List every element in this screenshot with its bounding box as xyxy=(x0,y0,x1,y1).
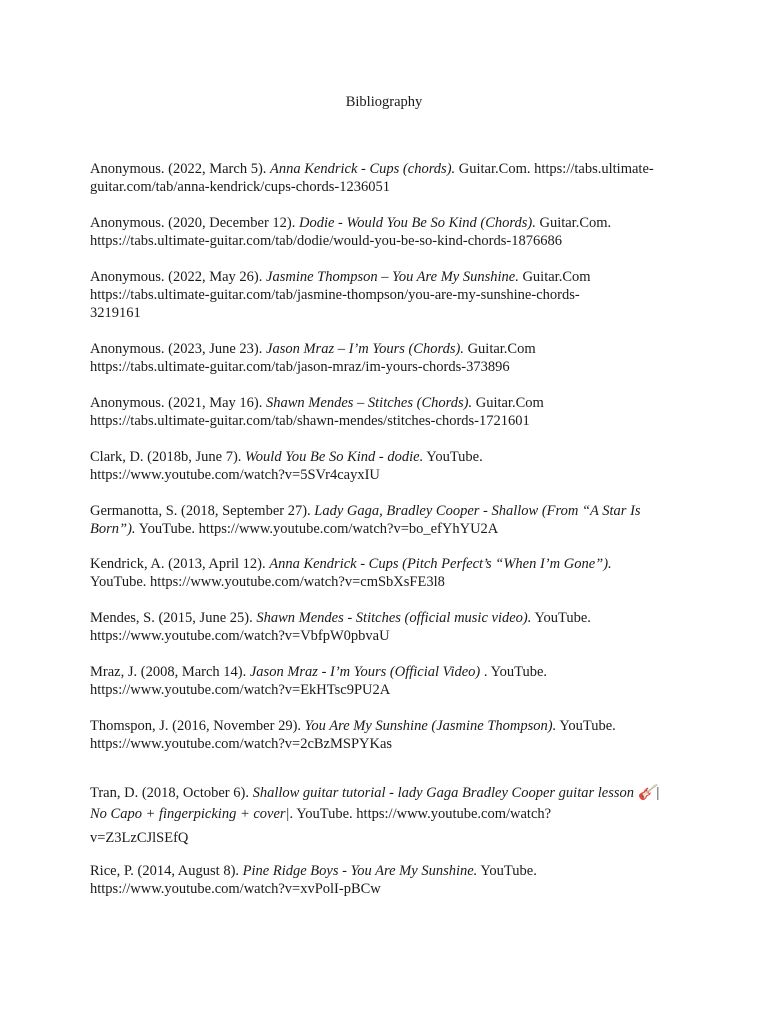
entry-text: https://www.youtube.com/watch?v=EkHTsc9PU2A xyxy=(90,682,391,698)
entry-text: 3219161 xyxy=(90,305,141,321)
entry-title-text: Dodie - Would You Be So Kind (Chords). xyxy=(299,215,536,231)
entry-line xyxy=(90,681,726,699)
entry-text: Mraz, J. (2008, March 14). xyxy=(90,664,250,680)
entry-title-text: Shawn Mendes – Stitches (Chords). xyxy=(266,395,473,411)
page-title: Bibliography xyxy=(345,94,423,110)
entry-text: https://www.youtube.com/watch?v=VbfpW0pbvaU xyxy=(90,628,390,644)
entry-text: YouTube. xyxy=(531,610,591,626)
entry-line xyxy=(90,358,726,376)
entry-title-text: You Are My Sunshine (Jasmine Thompson). xyxy=(304,718,557,734)
entry-title-text: Pine Ridge Boys - You Are My Sunshine. xyxy=(242,863,478,879)
entry-text: Mendes, S. (2015, June 25). xyxy=(90,610,257,626)
bibliography-entry xyxy=(90,862,726,898)
entry-title-text: Anna Kendrick - Cups (chords). xyxy=(270,161,456,177)
entry-text: Thomspon, J. (2016, November 29). xyxy=(90,718,305,734)
entry-line xyxy=(90,268,726,286)
entry-line xyxy=(90,502,726,520)
entry-text: https://tabs.ultimate-guitar.com/tab/jason-mraz/im-yours-chords-373896 xyxy=(90,359,510,375)
entry-line xyxy=(90,160,726,178)
entry-title-text: Jason Mraz - I’m Yours (Official Video) xyxy=(249,664,481,680)
entry-text: Anonymous. (2023, June 23). xyxy=(90,341,267,357)
entry-text: v=Z3LzCJlSEfQ xyxy=(90,830,189,846)
bibliography-entry xyxy=(90,502,726,538)
entry-line xyxy=(90,802,726,826)
entry-text: Guitar.Com xyxy=(518,269,591,285)
entry-text: Guitar.Com. https://tabs.ultimate- xyxy=(455,161,654,177)
entry-text: Germanotta, S. (2018, September 27). xyxy=(90,503,315,519)
entry-line xyxy=(90,178,726,196)
entry-text: YouTube. xyxy=(423,449,483,465)
entry-text: Anonymous. (2021, May 16). xyxy=(90,395,267,411)
entry-line xyxy=(90,214,726,232)
entry-text: Tran, D. (2018, October 6). xyxy=(90,785,253,801)
bibliography-entry xyxy=(90,717,726,753)
entry-line xyxy=(90,880,726,898)
bibliography-entry xyxy=(90,609,726,645)
entry-title-text: No Capo + fingerpicking + cover| xyxy=(90,806,290,822)
entry-line xyxy=(90,340,726,358)
entry-line xyxy=(90,304,726,322)
entry-line xyxy=(90,862,726,880)
entry-line xyxy=(90,573,726,591)
entry-text: Anonymous. (2022, March 5). xyxy=(90,161,271,177)
entry-line xyxy=(90,394,726,412)
entry-text: YouTube. xyxy=(556,718,616,734)
entry-line xyxy=(90,735,726,753)
entry-line xyxy=(90,717,726,735)
entry-text: https://tabs.ultimate-guitar.com/tab/dodie/would-you-be-so-kind-chords-1876686 xyxy=(90,233,562,249)
bibliography-entry xyxy=(90,784,726,850)
entry-title-text: Lady Gaga, Bradley Cooper - Shallow (From “A Star Is xyxy=(314,503,641,519)
bibliography-entry xyxy=(90,448,726,484)
entry-text: . YouTube. xyxy=(480,664,548,680)
entry-text: YouTube. https://www.youtube.com/watch?v=bo_efYhYU2A xyxy=(135,521,499,537)
entry-line xyxy=(90,412,726,430)
entry-text: https://tabs.ultimate-guitar.com/tab/shawn-mendes/stitches-chords-1721601 xyxy=(90,413,530,429)
entry-line xyxy=(90,520,726,538)
entry-title-text: Shallow guitar tutorial - lady Gaga Bradley Cooper guitar lesson 🎸| xyxy=(252,785,660,801)
bibliography-entry xyxy=(90,268,726,322)
entry-line xyxy=(90,232,726,250)
bibliography-entry xyxy=(90,663,726,699)
entry-text: Guitar.Com xyxy=(472,395,544,411)
entry-text: Anonymous. (2022, May 26). xyxy=(90,269,267,285)
entry-line xyxy=(90,466,726,484)
entry-text: Clark, D. (2018b, June 7). xyxy=(90,449,246,465)
entry-text: Rice, P. (2014, August 8). xyxy=(90,863,243,879)
entry-line xyxy=(90,286,726,304)
entry-title-text: Jasmine Thompson – You Are My Sunshine. xyxy=(266,269,519,285)
entry-text: Guitar.Com. xyxy=(535,215,612,231)
bibliography-entry xyxy=(90,394,726,430)
entry-title-text: Born”). xyxy=(90,521,136,537)
entry-line xyxy=(90,784,726,802)
entry-line xyxy=(90,609,726,627)
entry-text: guitar.com/tab/anna-kendrick/cups-chords-1236051 xyxy=(90,179,390,195)
entry-text: Kendrick, A. (2013, April 12). xyxy=(90,556,270,572)
entry-text: . YouTube. https://www.youtube.com/watch? xyxy=(289,806,552,822)
entry-title-text: Shawn Mendes - Stitches (official music video). xyxy=(256,610,532,626)
entry-text: Anonymous. (2020, December 12). xyxy=(90,215,299,231)
entry-line xyxy=(90,555,726,573)
entry-text: https://www.youtube.com/watch?v=xvPolI-pBCw xyxy=(90,881,381,897)
entry-text: https://tabs.ultimate-guitar.com/tab/jasmine-thompson/you-are-my-sunshine-chords- xyxy=(90,287,580,303)
bibliography-entry xyxy=(90,555,726,591)
bibliography-entry xyxy=(90,214,726,250)
entry-line xyxy=(90,826,726,850)
bibliography-entry xyxy=(90,340,726,376)
entry-title-text: Jason Mraz – I’m Yours (Chords). xyxy=(266,341,464,357)
entry-title-text: Would You Be So Kind - dodie. xyxy=(245,449,424,465)
entry-text: Guitar.Com xyxy=(463,341,536,357)
entry-title-text: Anna Kendrick - Cups (Pitch Perfect’s “When I’m Gone”). xyxy=(269,556,612,572)
entry-text: YouTube. xyxy=(477,863,537,879)
entry-line xyxy=(90,448,726,466)
entry-line xyxy=(90,663,726,681)
entry-text: YouTube. https://www.youtube.com/watch?v=cmSbXsFE3l8 xyxy=(90,574,445,590)
entry-text: https://www.youtube.com/watch?v=2cBzMSPYKas xyxy=(90,736,393,752)
entry-line xyxy=(90,627,726,645)
bibliography-entry xyxy=(90,160,726,196)
entry-text: https://www.youtube.com/watch?v=5SVr4cayxIU xyxy=(90,467,380,483)
